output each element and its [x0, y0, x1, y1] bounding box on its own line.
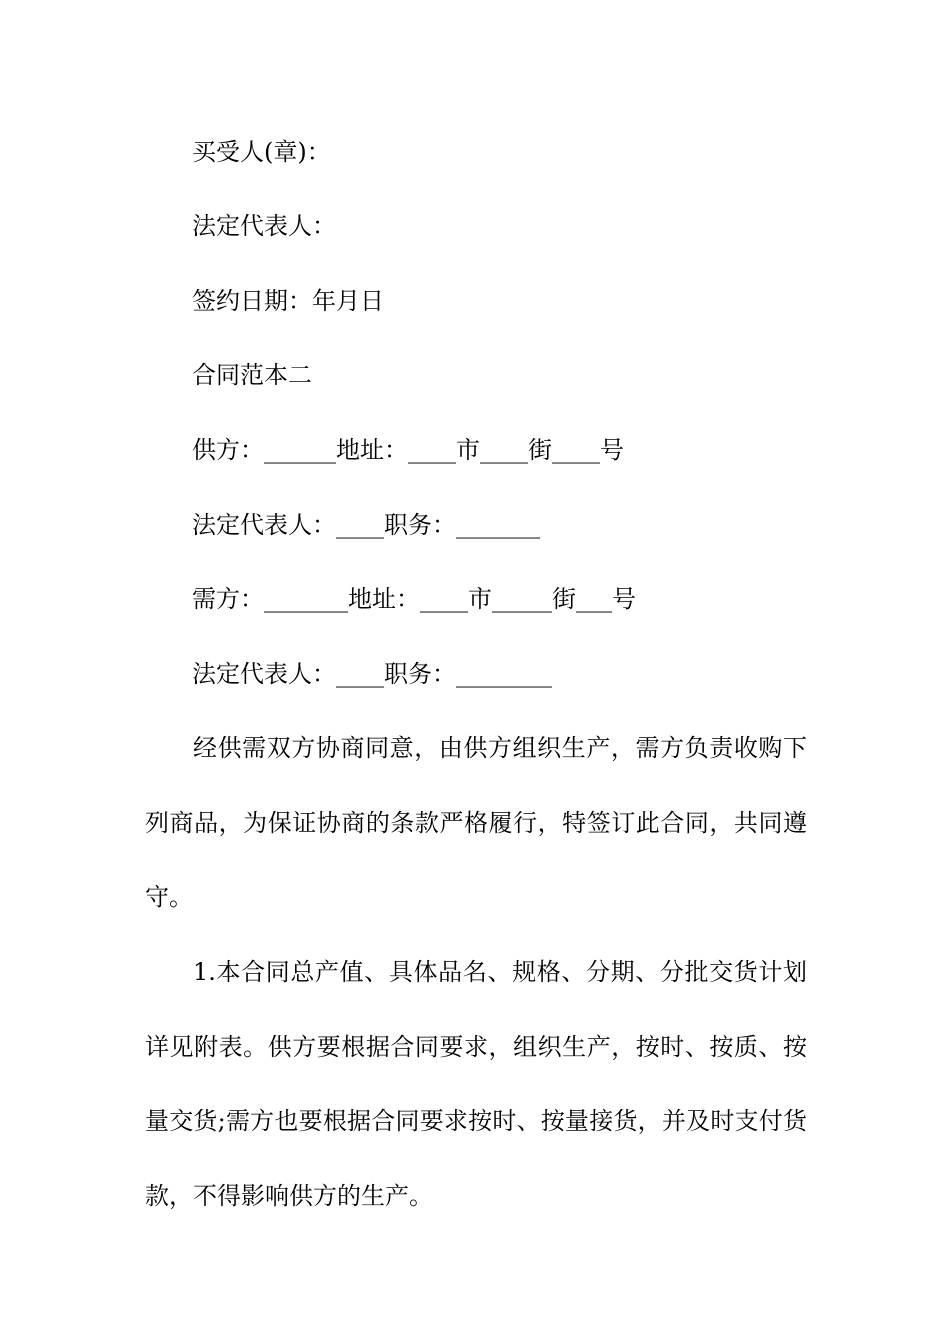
supplier-representative-line: 法定代表人：____职务：_______	[192, 511, 540, 539]
signing-date-line: 签约日期：年月日	[192, 287, 384, 315]
supplier-line: 供方：______地址：____市____街____号	[192, 436, 624, 464]
demander-line: 需方：_______地址：____市_____街___号	[192, 585, 636, 613]
legal-representative-line: 法定代表人：	[192, 212, 336, 240]
intro-paragraph: 经供需双方协商同意，由供方组织生产，需方负责收购下列商品，为保证协商的条款严格履行，特签订此合同，共同遵守。	[145, 734, 807, 911]
clause-1-paragraph: 1.本合同总产值、具体品名、规格、分期、分批交货计划详见附表。供方要根据合同要求，组织生产，按时、按质、按量交货;需方也要根据合同要求按时、按量接货，并及时支付货款，不得影响供方的生产。	[145, 958, 807, 1210]
contract-template-heading: 合同范本二	[192, 361, 312, 389]
buyer-seal-line: 买受人(章)：	[192, 138, 331, 166]
demander-representative-line: 法定代表人：____职务：________	[192, 660, 552, 688]
